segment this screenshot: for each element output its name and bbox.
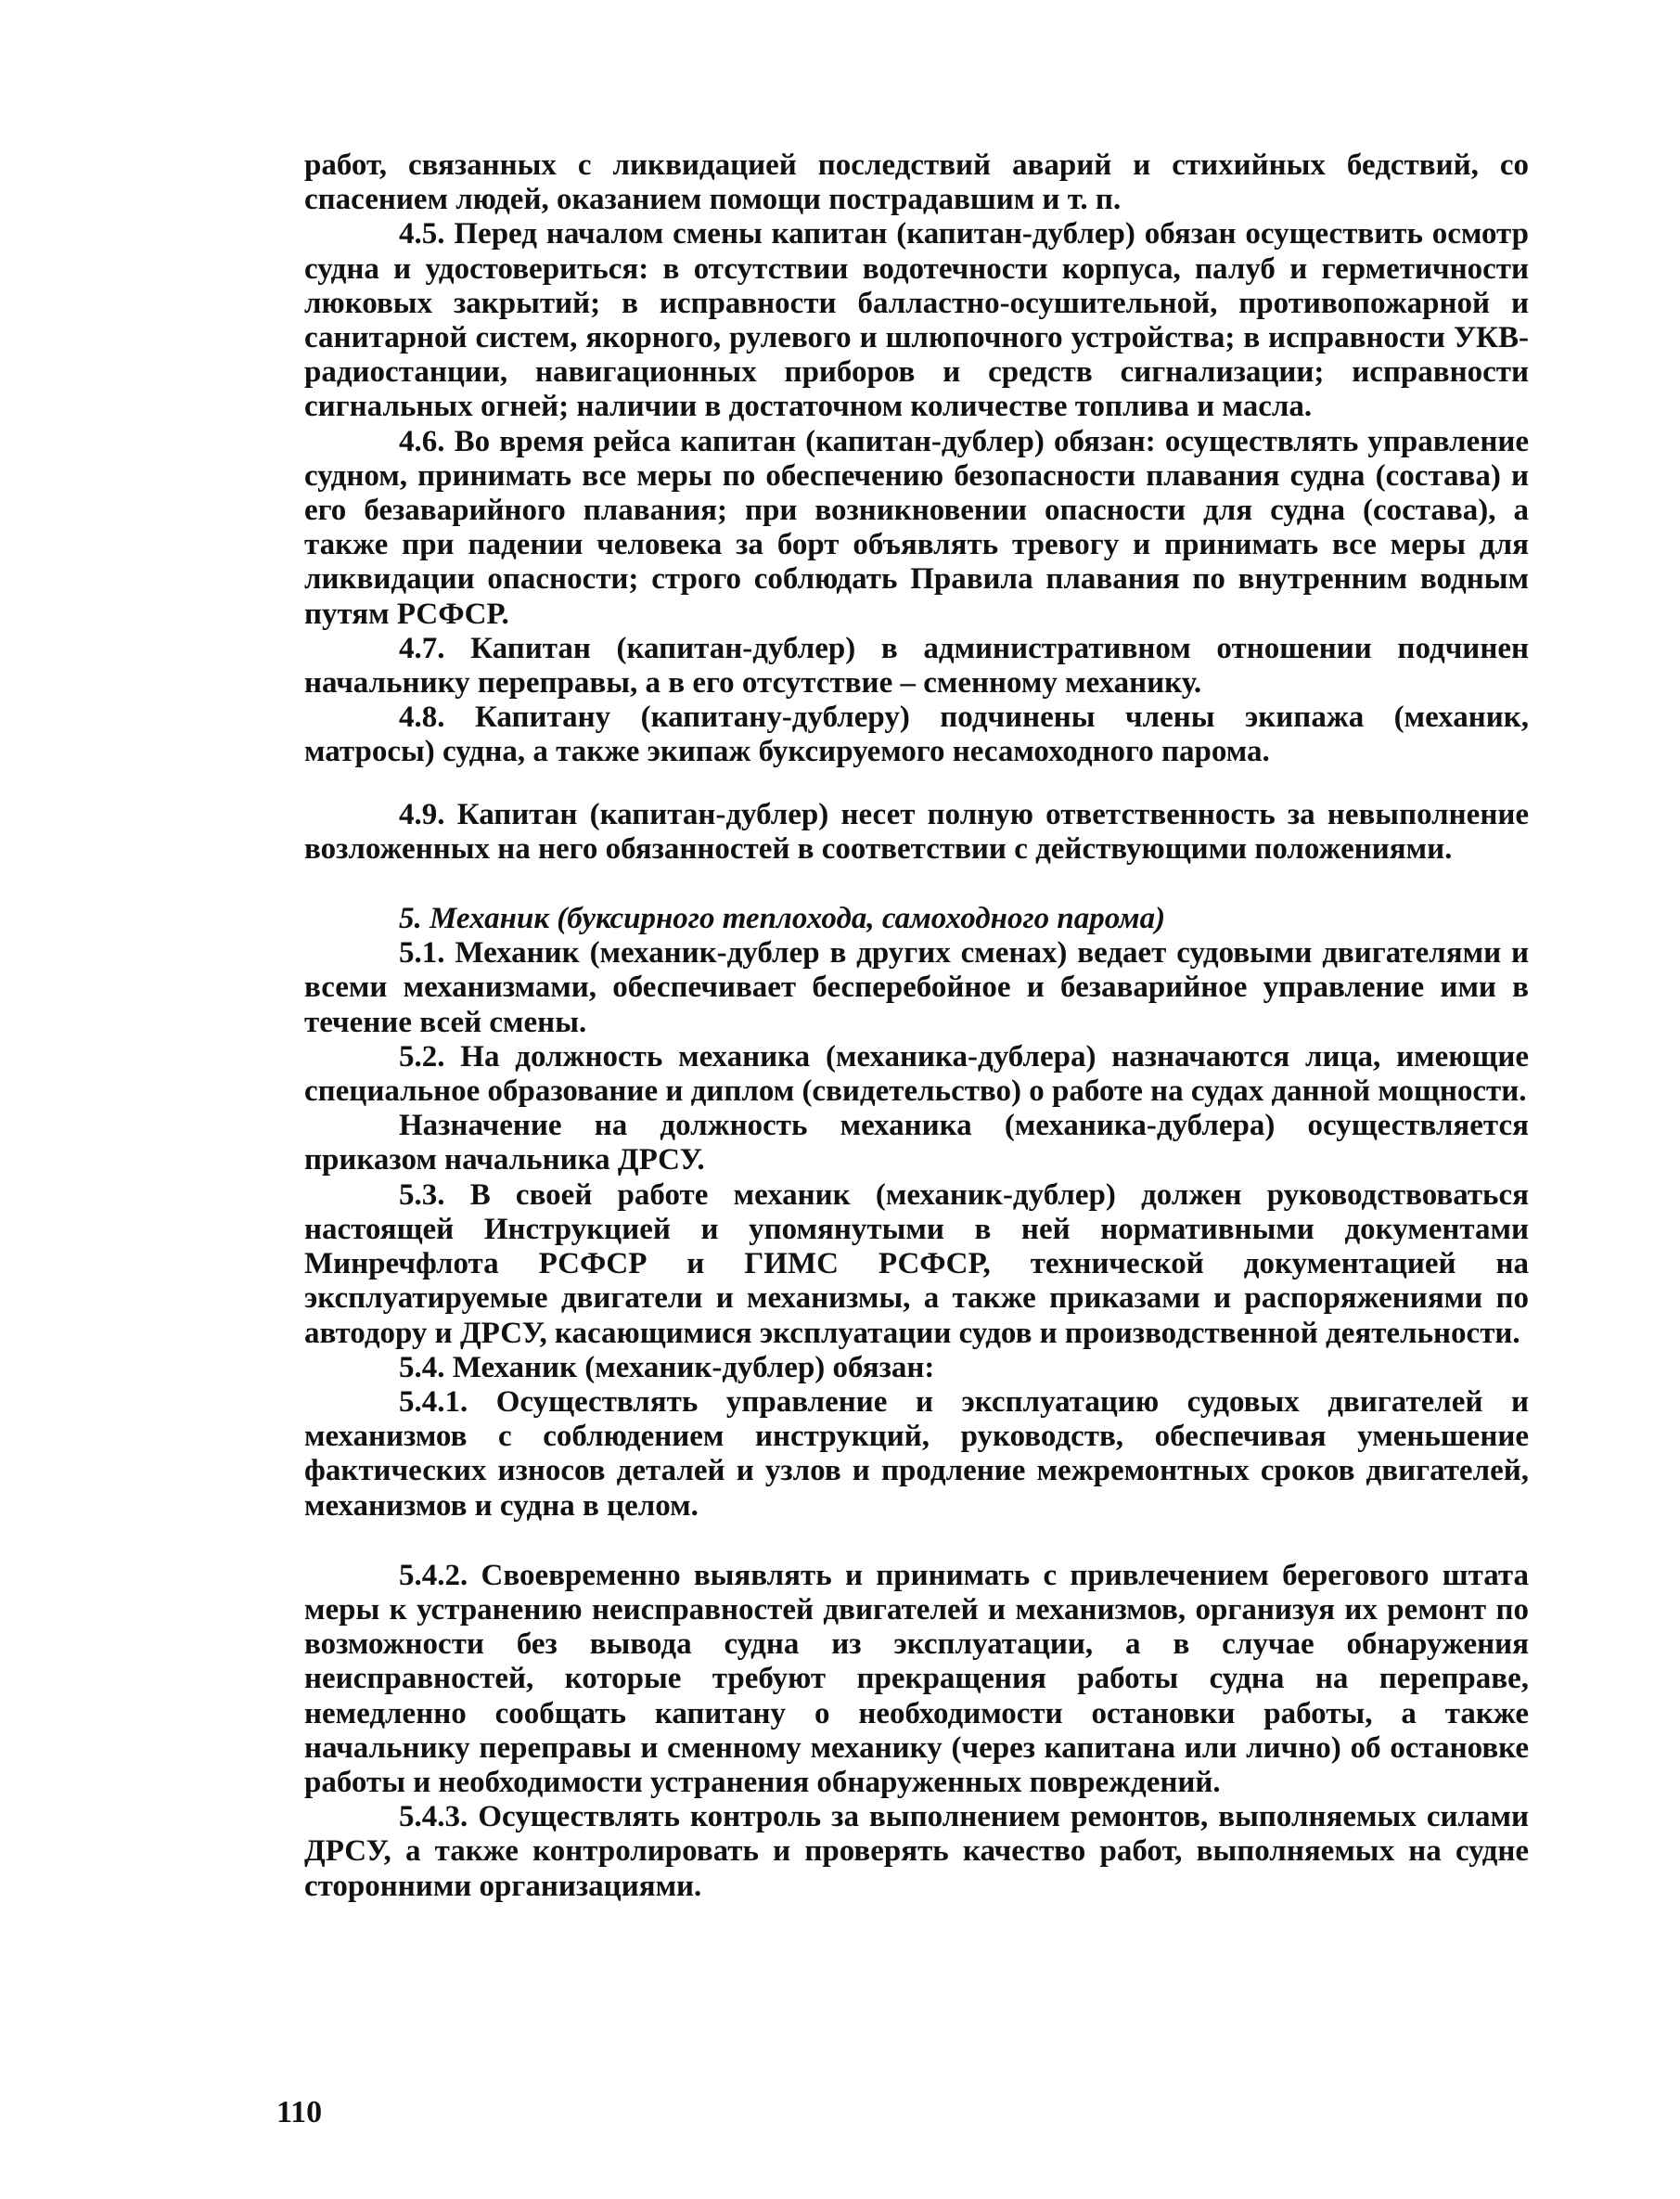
paragraph-4-5: 4.5. Перед началом смены капитан (капитан-дублер) обязан осуществить осмотр судна и удостовериться: в отсутствии водотечности корпуса, палуб и герметичности люковых закрытий; в исправности балластно-осушительной, противопожарной и санитарной систем, якорного, рулевого и шлюпочного устройства; в исправности УКВ-радиостанции, навигационных приборов и средств сигнализации; исправности сигнальных огней; наличии в достаточном количестве топлива и масла. — [304, 217, 1529, 424]
paragraph-4-9: 4.9. Капитан (капитан-дублер) несет полную ответственность за невыполнение возложенных на него обязанностей в соответствии с действующими положениями. — [304, 797, 1529, 866]
paragraph-5-2: 5.2. На должность механика (механика-дублера) назначаются лица, имеющие специальное образование и диплом (свидетельство) о работе на судах данной мощности. — [304, 1039, 1529, 1109]
paragraph-appointment: Назначение на должность механика (механика-дублера) осуществляется приказом начальника ДРСУ. — [304, 1109, 1529, 1177]
paragraph-continuation: работ, связанных с ликвидацией последствий аварий и стихийных бедствий, со спасением людей, оказанием помощи пострадавшим и т. п. — [304, 148, 1529, 217]
paragraph-5-4: 5.4. Механик (механик-дублер) обязан: — [399, 1350, 935, 1384]
document-body — [304, 148, 1529, 1904]
paragraph-4-8: 4.8. Капитану (капитану-дублеру) подчинены члены экипажа (механик, матросы) судна, а также экипаж буксируемого несамоходного парома. — [304, 701, 1529, 769]
section-heading: 5. Механик (буксирного теплохода, самоходного парома) — [399, 902, 1166, 936]
paragraph-5-1: 5.1. Механик (механик-дублер в других сменах) ведает судовыми двигателями и всеми механизмами, обеспечивает бесперебойное и безаварийное управление ими в течение всей смены. — [304, 936, 1529, 1039]
page-number: 110 — [276, 2095, 323, 2129]
paragraph-5-4-2: 5.4.2. Своевременно выявлять и принимать с привлечением берегового штата меры к устранению неисправностей двигателей и механизмов, организуя их ремонт по возможности без вывода судна из эксплуатации, а в случае обнаружения неисправностей, которые требуют прекращения работы судна на переправе, немедленно сообщать капитану о необходимости остановки работы, а также начальнику переправы и сменному механику (через капитана или лично) об остановке работы и необходимости устранения обнаруженных повреждений. — [304, 1558, 1529, 1799]
paragraph-5-3: 5.3. В своей работе механик (механик-дублер) должен руководствоваться настоящей Инструкцией и упомянутыми в ней нормативными документами Минречфлота РСФСР и ГИМС РСФСР, технической документацией на эксплуатируемые двигатели и механизмы, а также приказами и распоряжениями по автодору и ДРСУ, касающимися эксплуатации судов и производственной деятельности. — [304, 1177, 1529, 1350]
paragraph-5-4-1: 5.4.1. Осуществлять управление и эксплуатацию судовых двигателей и механизмов с соблюдением инструкций, руководств, обеспечивая уменьшение фактических износов деталей и узлов и продление межремонтных сроков двигателей, механизмов и судна в целом. — [304, 1384, 1529, 1523]
paragraph-4-7: 4.7. Капитан (капитан-дублер) в административном отношении подчинен начальнику переправы, а в его отсутствие – сменному механику. — [304, 631, 1529, 701]
paragraph-5-4-3: 5.4.3. Осуществлять контроль за выполнением ремонтов, выполняемых силами ДРСУ, а также контролировать и проверять качество работ, выполняемых на судне сторонними организациями. — [304, 1800, 1529, 1903]
paragraph-4-6: 4.6. Во время рейса капитан (капитан-дублер) обязан: осуществлять управление судном, принимать все меры по обеспечению безопасности плавания судна (состава) и его безаварийного плавания; при возникновении опасности для судна (состава), а также при падении человека за борт объявлять тревогу и принимать все меры для ликвидации опасности; строго соблюдать Правила плавания по внутренним водным путям РСФСР. — [304, 424, 1529, 631]
